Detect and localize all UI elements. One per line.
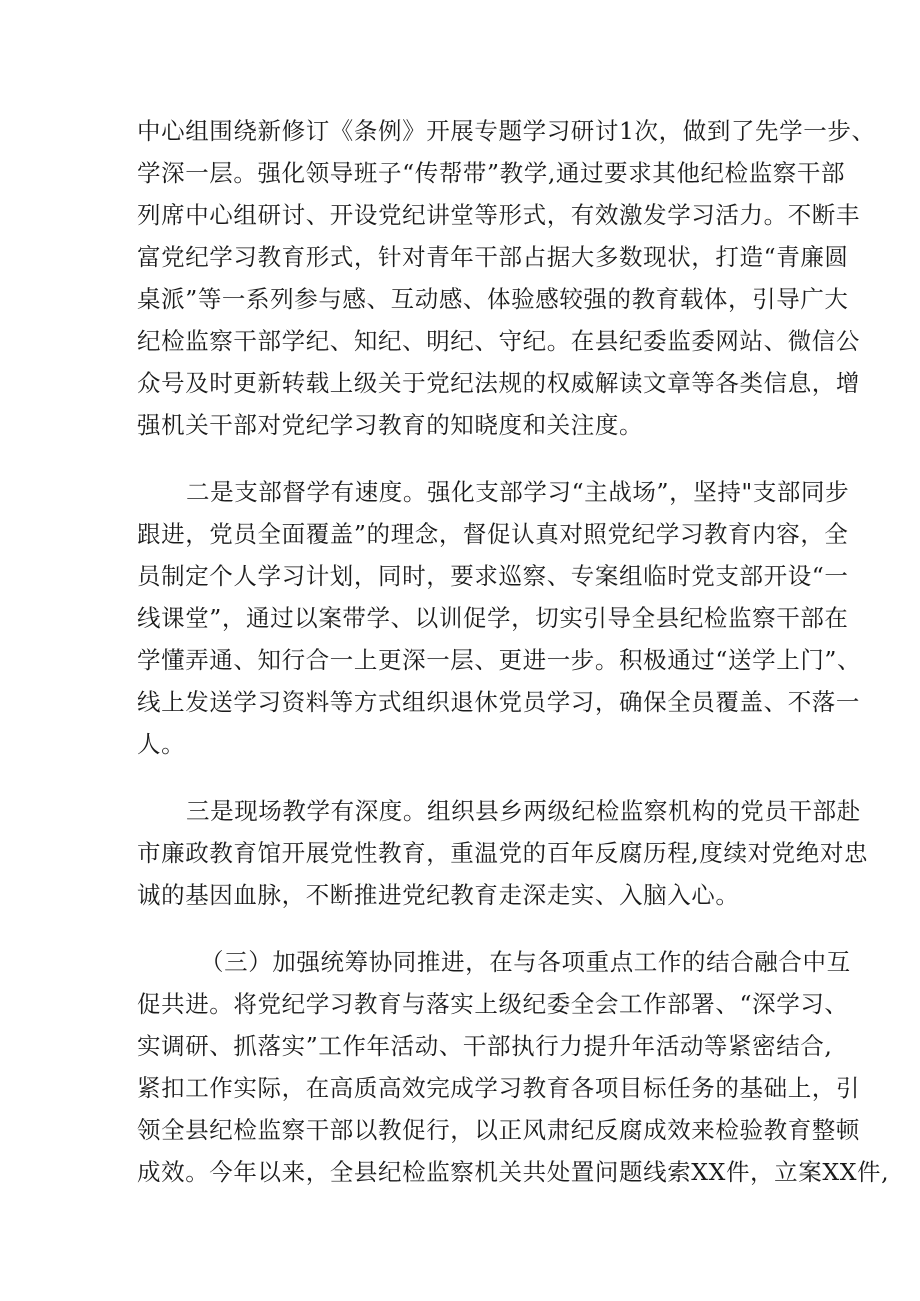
- paragraph-line: 学懂弄通、知行合一上更深一层、更进一步。积极通过“送学上门”、: [137, 646, 862, 674]
- paragraph-line: 紧扣工作实际，在高质高效完成学习教育各项目标任务的基础上，引: [137, 1074, 860, 1102]
- paragraph-line: 员制定个人学习计划，同时，要求巡察、专案组临时党支部开设“一: [137, 562, 849, 590]
- paragraph-line: 强机关干部对党纪学习教育的知晓度和关注度。: [137, 411, 644, 439]
- paragraph-line: 二是支部督学有速度。强化支部学习“主战场”，坚持"支部同步: [186, 478, 850, 506]
- paragraph-line: 中心组围绕新修订《条例》开展专题学习研讨1次，做到了先学一步、: [137, 117, 876, 145]
- paragraph-line: 线课堂”，通过以案带学、以训促学，切实引导全县纪检监察干部在: [137, 604, 849, 632]
- paragraph-line: 领全县纪检监察干部以教促行，以正风肃纪反腐成效来检验教育整顿: [137, 1116, 860, 1144]
- paragraph-line: 桌派”等一系列参与感、互动感、体验感较强的教育载体，引导广大: [137, 285, 849, 313]
- paragraph-line: 学深一层。强化领导班子“传帮带”教学,通过要求其他纪检监察干部: [137, 159, 846, 187]
- paragraph-line: 市廉政教育馆开展党性教育，重温党的百年反腐历程,度续对党绝对忠: [137, 839, 869, 867]
- paragraph-line: 列席中心组研讨、开设党纪讲堂等形式，有效激发学习活力。不断丰: [137, 201, 860, 229]
- paragraph-line: 成效。今年以来，全县纪检监察机关共处置问题线索XX件，立案XX件,: [137, 1158, 890, 1186]
- paragraph-line: 富党纪学习教育形式，针对青年干部占据大多数现状，打造“青廉圆: [137, 243, 849, 271]
- paragraph-line: 促共进。将党纪学习教育与落实上级纪委全会工作部署、“深学习、: [137, 990, 849, 1018]
- paragraph-line: 实调研、抓落实”工作年活动、干部执行力提升年活动等紧密结合,: [137, 1032, 833, 1060]
- paragraph-line: 众号及时更新转载上级关于党纪法规的权威解读文章等各类信息，增: [137, 369, 860, 397]
- paragraph-line: 跟进，党员全面覆盖”的理念，督促认真对照党纪学习教育内容，全: [137, 520, 849, 548]
- paragraph-line: 诚的基因血脉，不断推进党纪教育走深走实、入脑入心。: [137, 881, 740, 909]
- paragraph-line: 纪检监察干部学纪、知纪、明纪、守纪。在县纪委监委网站、微信公: [137, 327, 860, 355]
- paragraph-line: 三是现场教学有深度。组织县乡两级纪检监察机构的党员干部赴: [186, 797, 861, 825]
- paragraph-line: 人。: [137, 730, 186, 758]
- paragraph-line: （三）加强统筹协同推进，在与各项重点工作的结合融合中互: [200, 948, 851, 976]
- paragraph-line: 线上发送学习资料等方式组织退休党员学习，确保全员覆盖、不落一: [137, 688, 860, 716]
